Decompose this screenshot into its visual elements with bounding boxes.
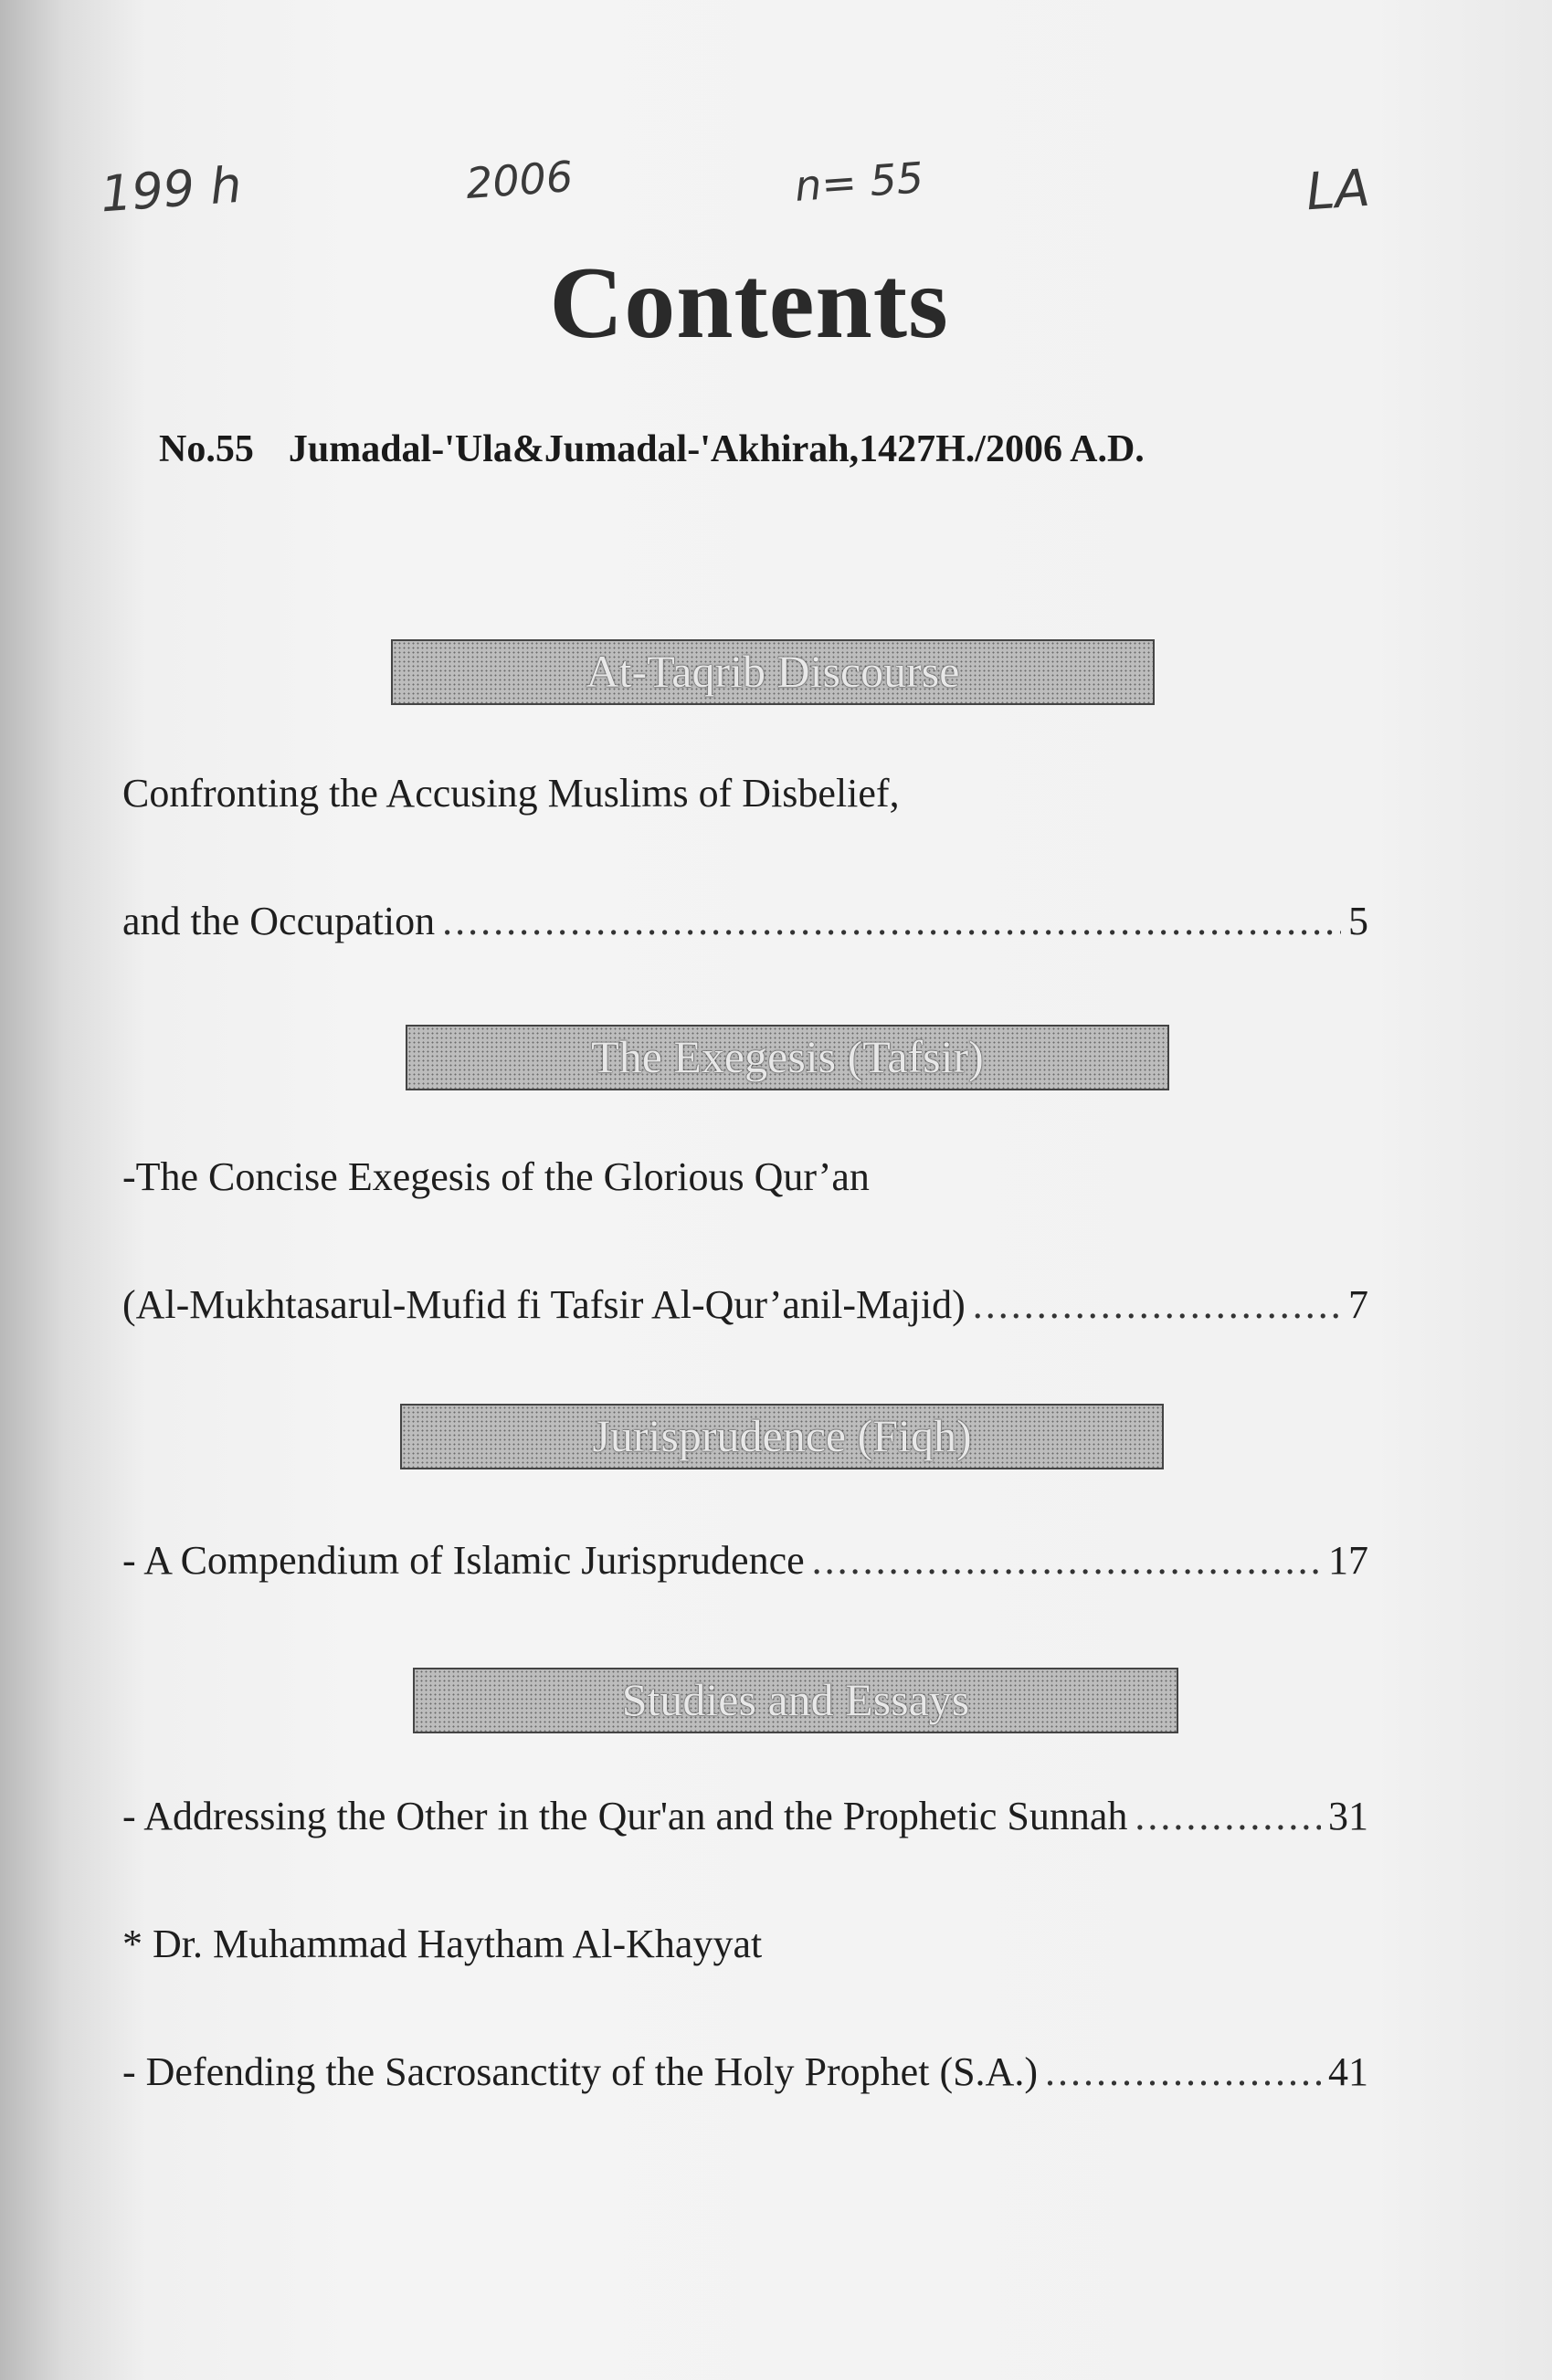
page-title: Contents [549, 247, 949, 360]
section-heading-at-taqrib: At-Taqrib Discourse [391, 639, 1155, 705]
leader-dots [1135, 1793, 1321, 1839]
page-number: 41 [1328, 2049, 1368, 2094]
section-heading-studies: Studies and Essays [413, 1668, 1178, 1733]
page-number: 17 [1328, 1538, 1368, 1583]
issue-number: No.55 [159, 428, 254, 470]
handwritten-note-1: 199 h [98, 155, 244, 224]
toc-entry-line: Confronting the Accusing Muslims of Disbelief, [122, 771, 900, 816]
toc-entry-title: - Defending the Sacrosanctity of the Holy Prophet (S.A.) [122, 2049, 1038, 2094]
toc-entry-line: -The Concise Exegesis of the Glorious Qur’an [122, 1154, 870, 1199]
handwritten-note-2: 2006 [464, 151, 575, 209]
toc-entry [122, 2048, 1368, 2095]
page-number: 31 [1328, 1794, 1368, 1838]
toc-entry-title: - Addressing the Other in the Qur'an and the Prophetic Sunnah [122, 1794, 1128, 1838]
toc-entry-title: (Al-Mukhtasarul-Mufid fi Tafsir Al-Qur’anil-Majid) [122, 1282, 966, 1327]
toc-entry-title: - A Compendium of Islamic Jurisprudence [122, 1538, 805, 1583]
issue-line [159, 427, 1145, 471]
leader-dots [1045, 2048, 1321, 2095]
handwritten-note-3: n= 55 [793, 153, 925, 211]
section-heading-jurisprudence: Jurisprudence (Fiqh) [400, 1404, 1164, 1469]
leader-dots [973, 1281, 1341, 1328]
toc-entry [122, 1281, 1368, 1328]
page-number: 5 [1348, 899, 1368, 943]
toc-entry [122, 1793, 1368, 1839]
leader-dots [812, 1537, 1321, 1584]
toc-author: * Dr. Muhammad Haytham Al-Khayyat [122, 1922, 763, 1966]
section-heading-exegesis: The Exegesis (Tafsir) [406, 1025, 1169, 1090]
leader-dots [442, 898, 1341, 944]
toc-entry [122, 1537, 1368, 1584]
handwritten-note-4: LA [1304, 158, 1372, 223]
toc-entry-title: and the Occupation [122, 899, 436, 943]
issue-date: Jumadal-'Ula&Jumadal-'Akhirah,1427H./2006 A.D. [288, 428, 1145, 470]
page-number: 7 [1348, 1282, 1368, 1327]
toc-entry [122, 898, 1368, 944]
